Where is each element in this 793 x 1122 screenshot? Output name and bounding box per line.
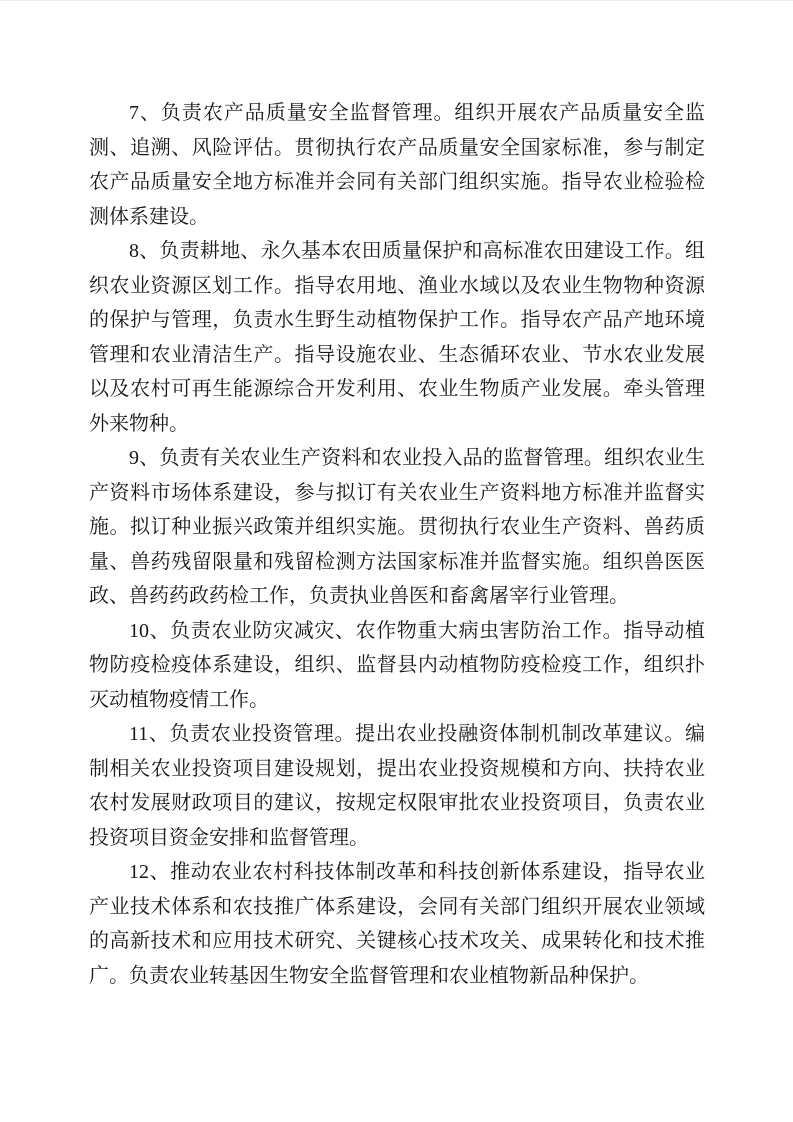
paragraph-duty-12: 12、推动农业农村科技体制改革和科技创新体系建设，指导农业产业技术体系和农技推广体系建设，会同有关部门组织开展农业领域的高新技术和应用技术研究、关键核心技术攻关、成果转化和技术推广。负责农业转基因生物安全监督管理和农业植物新品种保护。 [89,861,705,987]
paragraph-duty-8: 8、负责耕地、永久基本农田质量保护和高标准农田建设工作。组织农业资源区划工作。指导农用地、渔业水域以及农业生物物种资源的保护与管理，负责水生野生动植物保护工作。指导农产品产地环境管理和农业清洁生产。指导设施农业、生态循环农业、节水农业发展以及农村可再生能源综合开发利用、农业生物质产业发展。牵头管理外来物种。 [89,240,705,435]
page-top-edge [0,0,793,1]
paragraph-duty-9: 9、负责有关农业生产资料和农业投入品的监督管理。组织农业生产资料市场体系建设，参与拟订有关农业生产资料地方标准并监督实施。拟订种业振兴政策并组织实施。贯彻执行农业生产资料、兽药质量、兽药残留限量和残留检测方法国家标准并监督实施。组织兽医医政、兽药药政药检工作，负责执业兽医和畜禽屠宰行业管理。 [89,447,705,607]
paragraph-duty-10: 10、负责农业防灾减灾、农作物重大病虫害防治工作。指导动植物防疫检疫体系建设，组织、监督县内动植物防疫检疫工作，组织扑灭动植物疫情工作。 [89,619,705,711]
document-body [89,96,705,993]
paragraph-duty-7: 7、负责农产品质量安全监督管理。组织开展农产品质量安全监测、追溯、风险评估。贯彻执行农产品质量安全国家标准，参与制定农产品质量安全地方标准并会同有关部门组织实施。指导农业检验检测体系建设。 [89,102,705,228]
paragraph-duty-11: 11、负责农业投资管理。提出农业投融资体制机制改革建议。编制相关农业投资项目建设规划，提出农业投资规模和方向、扶持农业农村发展财政项目的建议，按规定权限审批农业投资项目，负责农业投资项目资金安排和监督管理。 [89,723,705,849]
